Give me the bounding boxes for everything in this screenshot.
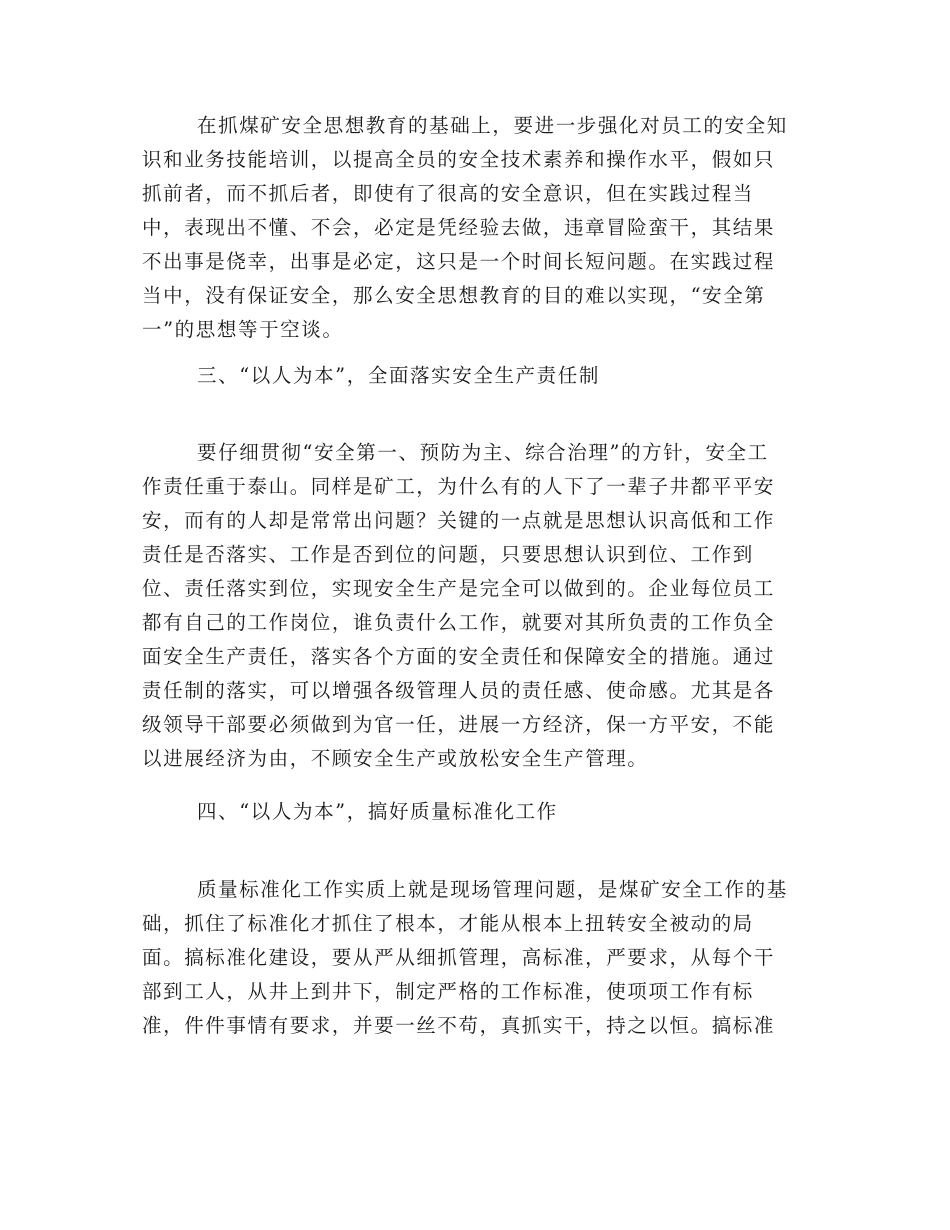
paragraph-line: 当中，没有保证安全，那么安全思想教育的目的难以实现，“安全第 — [142, 284, 766, 307]
paragraph-line: 以进展经济为由，不顾安全生产或放松安全生产管理。 — [142, 747, 649, 770]
paragraph-line: 要仔细贯彻“安全第一、预防为主、综合治理”的方针，安全工 — [197, 441, 769, 464]
paragraph-line: 都有自己的工作岗位，谁负责什么工作，就要对其所负责的工作负全 — [142, 611, 776, 634]
paragraph-line: 在抓煤矿安全思想教育的基础上，要进一步强化对员工的安全知 — [197, 114, 788, 137]
paragraph-line: 不出事是侥幸，出事是必定，这只是一个时间长短问题。在实践过程 — [142, 250, 776, 273]
section-heading: 四、“以人为本”，搞好质量标准化工作 — [197, 800, 558, 823]
paragraph-line: 面。搞标准化建设，要从严从细抓管理，高标准，严要求，从每个干 — [142, 946, 776, 969]
paragraph-line: 质量标准化工作实质上就是现场管理问题，是煤矿安全工作的基 — [197, 878, 788, 901]
paragraph-line: 准，件件事情有要求，并要一丝不苟，真抓实干，持之以恒。搞标准 — [142, 1014, 776, 1037]
paragraph-line: 责任制的落实，可以增强各级管理人员的责任感、使命感。尤其是各 — [142, 679, 776, 702]
paragraph-line: 中，表现出不懂、不会，必定是凭经验去做，违章冒险蛮干，其结果 — [142, 216, 776, 239]
paragraph-line: 作责任重于泰山。同样是矿工，为什么有的人下了一辈子井都平平安 — [142, 475, 776, 498]
paragraph-line: 抓前者，而不抓后者，即使有了很高的安全意识，但在实践过程当 — [142, 182, 754, 205]
paragraph-line: 责任是否落实、工作是否到位的问题，只要思想认识到位、工作到 — [142, 543, 754, 566]
paragraph-line: 安，而有的人却是常常出问题？关键的一点就是思想认识高低和工作 — [142, 509, 776, 532]
paragraph-line: 面安全生产责任，落实各个方面的安全责任和保障安全的措施。通过 — [142, 645, 776, 668]
paragraph-line: 识和业务技能培训，以提高全员的安全技术素养和操作水平，假如只 — [142, 148, 776, 171]
paragraph-line: 位、责任落实到位，实现安全生产是完全可以做到的。企业每位员工 — [142, 577, 776, 600]
paragraph-line: 一”的思想等于空谈。 — [142, 318, 344, 341]
paragraph-line: 部到工人，从井上到井下，制定严格的工作标准，使项项工作有标 — [142, 980, 754, 1003]
paragraph-line: 础，抓住了标准化才抓住了根本，才能从根本上扭转安全被动的局 — [142, 912, 754, 935]
section-heading: 三、“以人为本”，全面落实安全生产责任制 — [197, 364, 600, 387]
paragraph-line: 级领导干部要必须做到为官一任，进展一方经济，保一方平安，不能 — [142, 713, 776, 736]
